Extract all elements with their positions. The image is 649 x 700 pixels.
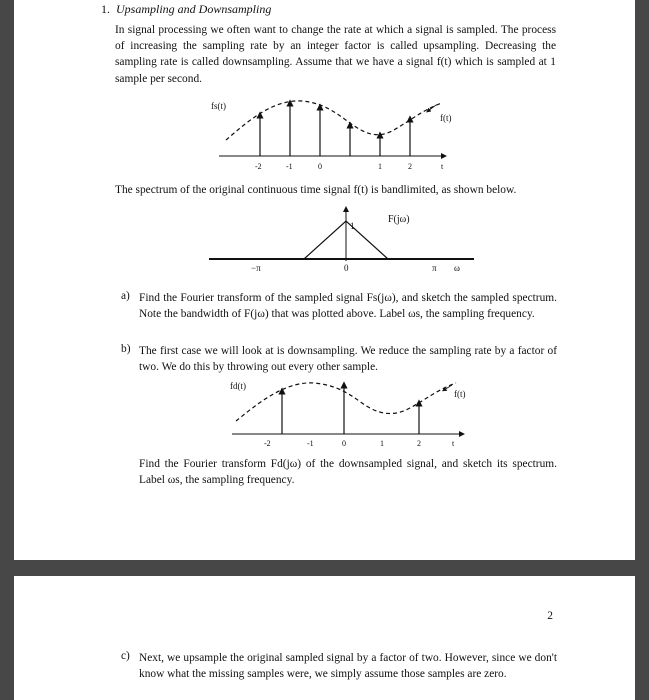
part-c-text: Next, we upsample the original sampled signal by a factor of two. However, since we don't know what the missing samples were, we simply assume those samples are zero. (139, 652, 557, 681)
fd-label: fd(t) (230, 381, 246, 391)
fd-tick-1: 1 (380, 439, 384, 448)
problem-number: 1. (101, 2, 110, 16)
spectrum-paragraph: The spectrum of the original continuous time signal f(t) is bandlimited, as shown below. (115, 184, 517, 196)
document-page-2 (14, 576, 635, 700)
f-curve-label: f(t) (440, 113, 452, 123)
fd-t-axis-label: t (452, 439, 455, 448)
intro-paragraph: In signal processing we often want to change the rate at which a signal is sampled. The process of increasing the sampling rate by an integer factor is called upsampling. Decreasing the sampling rate is called downsampling. Assume that we have a signal f(t) which is sampled at 1 sample per second. (115, 24, 556, 85)
downsampled-signal-figure (14, 377, 635, 457)
tick-neg1: -1 (286, 162, 293, 171)
tick-0: 0 (318, 162, 322, 171)
page-number: 2 (547, 610, 553, 622)
spectrum-figure (14, 205, 635, 280)
part-b-text: The first case we will look at is downsampling. We reduce the sampling rate by a factor of two. We do this by throwing out every other sample. (139, 345, 557, 374)
document-page-1 (14, 0, 635, 560)
omega-axis-label: ω (454, 263, 460, 273)
part-c-label: c) (121, 650, 130, 662)
fd-tick-neg2: -2 (264, 439, 271, 448)
part-a-text: Find the Fourier transform of the sampled signal Fs(jω), and sketch the sampled spectrum. Note the bandwidth of F(jω) that was plotted above. Label ωs, the sampling frequency. (139, 292, 557, 321)
tick-neg2: -2 (255, 162, 262, 171)
part-b-label: b) (121, 343, 131, 355)
tick-neg-pi: −π (251, 263, 261, 273)
t-axis-label: t (441, 162, 444, 171)
tick-zero: 0 (344, 263, 349, 273)
spectrum-label: F(jω) (388, 214, 410, 225)
problem-title: Upsampling and Downsampling (116, 2, 272, 16)
tick-2: 2 (408, 162, 412, 171)
fd-tick-2: 2 (417, 439, 421, 448)
fd-curve-label: f(t) (454, 389, 466, 399)
spectrum-peak-label: 1 (350, 221, 355, 231)
fs-label: fs(t) (211, 101, 226, 111)
tick-1: 1 (378, 162, 382, 171)
part-b-text2: Find the Fourier transform Fd(jω) of the downsampled signal, and sketch its spectrum. Label ωs, the sampling frequency. (139, 458, 557, 487)
fd-tick-0: 0 (342, 439, 346, 448)
tick-pi: π (432, 263, 437, 273)
part-a-label: a) (121, 290, 130, 302)
fd-tick-neg1: -1 (307, 439, 314, 448)
sampled-signal-figure (14, 95, 635, 175)
